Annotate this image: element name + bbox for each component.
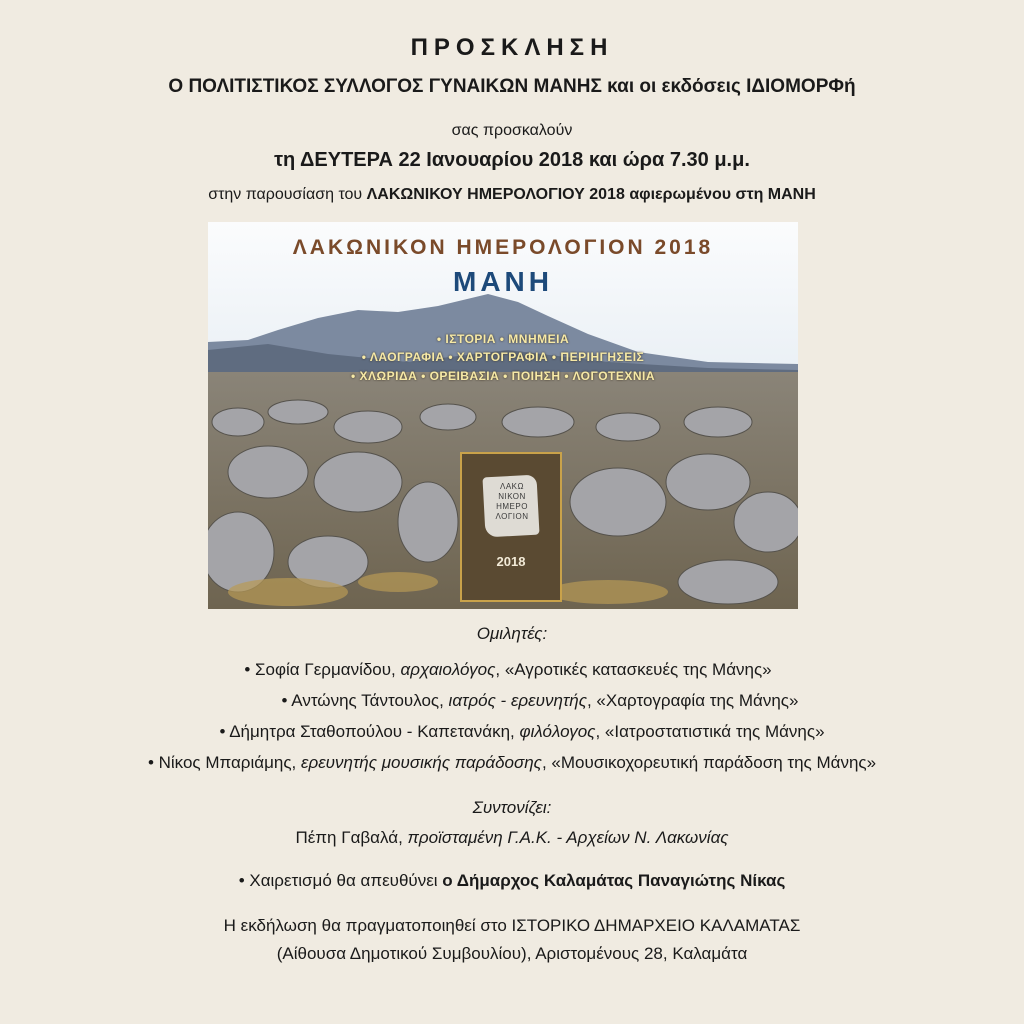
event-date: τη ΔΕΥΤΕΡΑ 22 Ιανουαρίου 2018 και ώρα 7.30 μ.μ. (274, 149, 750, 171)
speaker-name: • Αντώνης Τάντουλος, (281, 691, 449, 710)
speakers-heading: Ομιλητές: (476, 624, 548, 643)
cover-topic-line: • ΛΑΟΓΡΑΦΙΑ • ΧΑΡΤΟΓΡΑΦΙΑ • ΠΕΡΙΗΓΗΣΕΙΣ (361, 350, 645, 364)
book-cover-thumbnail (460, 452, 562, 602)
page-title: ΠΡΟΣΚΛΗΣΗ (410, 34, 614, 61)
speaker-name: • Σοφία Γερμανίδου, (244, 660, 401, 679)
speaker-role: φιλόλογος (519, 722, 596, 741)
book-year: 2018 (496, 554, 526, 569)
presentation-prefix: στην παρουσίαση του (208, 186, 367, 203)
venue-line (0, 916, 1024, 936)
greeting-prefix: • Χαιρετισμό θα απευθύνει (238, 871, 443, 890)
speaker-role: ιατρός - ερευνητής (448, 691, 587, 710)
book-plate-text: ΛΑΚΩ ΝΙΚΟΝ ΗΜΕΡΟ ΛΟΓΙΟΝ (495, 482, 529, 521)
speaker-role: ερευνητής μουσικής παράδοσης (300, 753, 542, 772)
speaker-name: • Νίκος Μπαριάμης, (147, 753, 301, 772)
speaker-role: αρχαιολόγος (400, 660, 496, 679)
speaker-name: • Δήμητρα Σταθοπούλου - Καπετανάκη, (219, 722, 520, 741)
speaker-item (28, 691, 1024, 711)
presentation-line (0, 186, 1024, 204)
coordinator-line (0, 828, 1024, 848)
presentation-title: ΛΑΚΩΝΙΚΟΥ ΗΜΕΡΟΛΟΓΙΟΥ 2018 αφιερωμένου στη ΜΑΝΗ (366, 186, 816, 203)
calendar-cover-image (208, 222, 798, 609)
greeting-line (0, 871, 1024, 891)
speaker-item (0, 753, 1024, 773)
speaker-topic: , «Ιατροστατιστικά της Μάνης» (595, 722, 825, 741)
speaker-topic: , «Χαρτογραφία της Μάνης» (586, 691, 799, 710)
coordinator-heading: Συντονίζει: (472, 798, 552, 817)
greeting-mayor: ο Δήμαρχος Καλαμάτας Παναγιώτης Νίκας (442, 871, 786, 890)
cover-topic-line: • ΙΣΤΟΡΙΑ • ΜΝΗΜΕΙΑ (436, 332, 570, 346)
speaker-topic: , «Αγροτικές κατασκευές της Μάνης» (495, 660, 772, 679)
cover-subtitle: ΜΑΝΗ (453, 266, 553, 297)
cover-topic-line: • ΧΛΩΡΙΔΑ • ΟΡΕΙΒΑΣΙΑ • ΠΟΙΗΣΗ • ΛΟΓΟΤΕΧΝΙΑ (350, 369, 656, 383)
organizers-line: Ο ΠΟΛΙΤΙΣΤΙΚΟΣ ΣΥΛΛΟΓΟΣ ΓΥΝΑΙΚΩΝ ΜΑΝΗΣ και οι εκδόσεις ΙΔΙΟΜΟΡΦή (168, 76, 856, 97)
venue-address: (Αίθουσα Δημοτικού Συμβουλίου), Αριστομένους 28, Καλαμάτα (276, 944, 748, 963)
venue-prefix: Η εκδήλωση θα πραγματοποιηθεί στο (223, 916, 512, 935)
speaker-item (0, 660, 1020, 680)
cover-title: ΛΑΚΩΝΙΚΟΝ ΗΜΕΡΟΛΟΓΙΟΝ 2018 (292, 236, 714, 259)
coordinator-role: προϊσταμένη Γ.Α.Κ. - Αρχείων Ν. Λακωνίας (407, 828, 729, 847)
speaker-item (10, 722, 1024, 742)
coordinator-name: Πέπη Γαβαλά, (295, 828, 408, 847)
invite-line: σας προσκαλούν (451, 122, 573, 139)
venue-place: ΙΣΤΟΡΙΚΟ ΔΗΜΑΡΧΕΙΟ ΚΑΛΑΜΑΤΑΣ (511, 916, 801, 935)
speaker-topic: , «Μουσικοχορευτική παράδοση της Μάνης» (541, 753, 877, 772)
